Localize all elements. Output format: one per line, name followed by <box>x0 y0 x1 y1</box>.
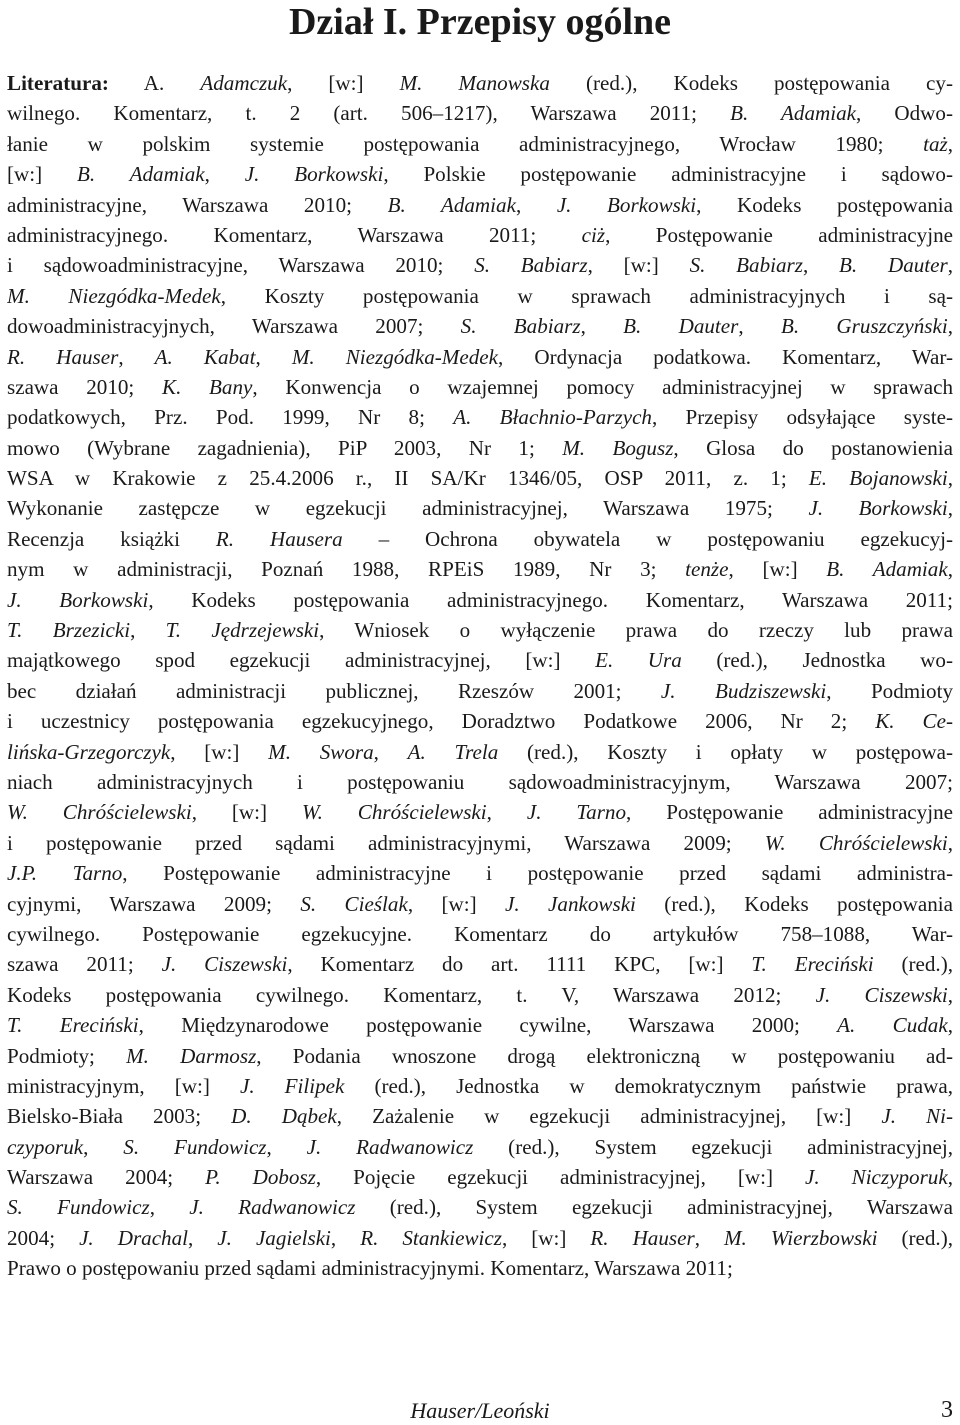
text-segment: , [w:] <box>407 891 506 916</box>
italic-segment: J. Drachal <box>79 1225 189 1250</box>
italic-segment: W. Chróścielewski <box>764 830 948 855</box>
text-segment: (red.), System egzekucji administracyjnej, <box>473 1134 953 1159</box>
text-line <box>7 1041 953 1071</box>
text-line <box>7 1192 953 1222</box>
text-segment: dowoadministracyjnych, Warszawa 2007; <box>7 314 461 339</box>
italic-segment: P. Dobosz <box>205 1165 316 1190</box>
italic-segment: B. Dauter <box>839 253 948 278</box>
literature-label: Literatura: <box>7 71 109 95</box>
text-line <box>7 645 953 675</box>
text-segment: A. <box>108 71 201 95</box>
italic-segment: K. Bany <box>162 374 253 399</box>
italic-segment: R. Hauser <box>7 344 119 369</box>
text-segment: , Postępowanie administracyjne i postępowanie przed sądami administra- <box>122 861 953 886</box>
text-segment: wilnego. Komentarz, t. 2 (art. 506–1217), Warszawa 2011; <box>7 101 731 126</box>
text-segment: , <box>947 830 953 855</box>
italic-segment: ciż <box>581 222 606 247</box>
text-segment: , Konwencja o wzajemnej pomocy administracyjnej w sprawach <box>252 374 953 399</box>
text-segment: i postępowanie przed sądami administracyjnymi, Warszawa 2009; <box>7 830 765 855</box>
text-line <box>7 980 953 1010</box>
text-segment: Kodeks postępowania cywilnego. Komentarz, t. V, Warszawa 2012; <box>7 982 816 1007</box>
text-segment: (red.), Jednostka w demokratycznym państwie prawa, <box>344 1073 953 1098</box>
text-segment: , [w:] <box>170 739 269 764</box>
italic-segment: J. Borkowski <box>808 496 948 521</box>
text-line <box>7 311 953 341</box>
text-segment: niach administracyjnych i postępowaniu sądowoadministracyjnym, Warszawa 2007; <box>7 769 953 794</box>
italic-segment: M. Manowska <box>399 71 550 95</box>
running-footer-author: Hauser/Leoński <box>410 1398 550 1423</box>
text-line <box>7 250 953 280</box>
text-line <box>7 463 953 493</box>
text-line <box>7 1253 953 1283</box>
text-line <box>7 342 953 372</box>
italic-segment: J. Radwanowicz <box>306 1134 474 1159</box>
italic-segment: J. Ciszewski <box>815 982 948 1007</box>
italic-segment: E. Bojanowski <box>808 466 948 491</box>
text-segment: , <box>83 1134 124 1159</box>
text-line <box>7 919 953 949</box>
text-segment: , [w:] <box>287 71 400 95</box>
text-segment: , <box>515 192 557 217</box>
text-line <box>7 676 953 706</box>
text-line <box>7 1101 953 1131</box>
text-line <box>7 554 953 584</box>
italic-segment: T. Jędrzejewski <box>165 618 320 643</box>
text-segment: , <box>486 800 527 825</box>
text-segment: , Pojęcie egzekucji administracyjnej, [w:] <box>315 1165 805 1190</box>
italic-segment: J. Filipek <box>239 1073 345 1098</box>
text-line <box>7 220 953 250</box>
text-segment: Wykonanie zastępcze w egzekucji administracyjnej, Warszawa 1975; <box>7 496 809 521</box>
italic-segment: M. Niezgódka-Medek <box>7 283 221 308</box>
text-segment: administracyjne, Warszawa 2010; <box>7 192 388 217</box>
text-segment: [w:] <box>7 162 77 187</box>
italic-segment: S. Fundowicz <box>123 1134 267 1159</box>
italic-segment: M. Darmosz <box>126 1043 257 1068</box>
italic-segment: M. Bogusz <box>562 435 674 460</box>
text-line <box>7 1162 953 1192</box>
italic-segment: T. Ereciński <box>751 952 874 977</box>
italic-segment: W. Chróścielewski <box>7 800 192 825</box>
text-segment: , <box>947 496 953 521</box>
text-segment: , <box>330 1225 361 1250</box>
text-segment: , <box>947 557 953 582</box>
text-line <box>7 1132 953 1162</box>
text-segment: , Koszty postępowania w sprawach administracyjnych i są- <box>220 283 953 308</box>
text-segment: Bielsko-Biała 2003; <box>7 1104 232 1129</box>
italic-segment: B. Gruszczyński <box>780 314 948 339</box>
text-line <box>7 828 953 858</box>
text-segment: (red.), <box>873 952 953 977</box>
text-segment: , <box>947 1013 953 1038</box>
text-line <box>7 585 953 615</box>
italic-segment: J. Ciszewski <box>161 952 288 977</box>
text-segment: , <box>947 1165 953 1190</box>
text-segment: , Kodeks postępowania <box>696 192 953 217</box>
italic-segment: J. Borkowski <box>7 587 149 612</box>
text-line <box>7 1223 953 1253</box>
text-segment: , Zażalenie w egzekucji administracyjnej, [w:] <box>336 1104 882 1129</box>
italic-segment: R. Stankiewicz <box>360 1225 502 1250</box>
text-segment: (red.), Kodeks postępowania <box>635 891 953 916</box>
italic-segment: S. Cieślak <box>300 891 408 916</box>
text-segment: szawa 2010; <box>7 374 162 399</box>
text-segment: Warszawa 2004; <box>7 1165 206 1190</box>
text-segment: Podmioty; <box>7 1043 127 1068</box>
text-segment: i sądowoadministracyjne, Warszawa 2010; <box>7 253 475 278</box>
text-segment: (red.), System egzekucji administracyjnej, Warszawa <box>355 1195 953 1220</box>
text-line <box>7 524 953 554</box>
text-segment: , <box>738 314 781 339</box>
text-segment: , Glosa do postanowienia <box>673 435 953 460</box>
text-segment: Recenzja książki <box>7 526 216 551</box>
italic-segment: D. Dąbek <box>231 1104 337 1129</box>
italic-segment: S. Babiarz <box>474 253 588 278</box>
italic-segment: A. Trela <box>407 739 499 764</box>
text-segment: , <box>130 618 166 643</box>
text-segment: , <box>255 344 292 369</box>
text-line <box>7 159 953 189</box>
italic-segment: A. Błachnio-Parzych <box>453 405 652 430</box>
text-segment: (red.), Jednostka wo- <box>681 648 953 673</box>
text-segment: , <box>947 314 953 339</box>
italic-segment: M. Wierzbowski <box>723 1225 878 1250</box>
text-segment: majątkowego spod egzekucji administracyjnej, [w:] <box>7 648 596 673</box>
italic-segment: E. Ura <box>595 648 682 673</box>
italic-segment: A. Kabat <box>154 344 256 369</box>
text-line <box>7 858 953 888</box>
text-segment: , Komentarz do art. 1111 KPC, [w:] <box>287 952 752 977</box>
text-line <box>7 1071 953 1101</box>
text-segment: , Postępowanie administracyjne <box>626 800 953 825</box>
text-segment: (red.), Kodeks postępowania cy- <box>549 71 953 95</box>
text-segment: , <box>947 253 953 278</box>
italic-segment: J. Ni- <box>881 1104 953 1129</box>
italic-segment: J. Budziszewski <box>660 678 827 703</box>
text-segment: cyjnymi, Warszawa 2009; <box>7 891 301 916</box>
text-segment: (red.), Koszty i opłaty w postępowa- <box>498 739 953 764</box>
italic-segment: S. Babiarz <box>689 253 803 278</box>
text-segment: , Wniosek o wyłączenie prawa do rzeczy lub prawa <box>319 618 953 643</box>
text-segment: łanie w polskim systemie postępowania administracyjnego, Wrocław 1980; <box>7 131 924 156</box>
italic-segment: J. Jankowski <box>505 891 636 916</box>
text-segment: , <box>149 1195 190 1220</box>
text-segment: , <box>947 131 953 156</box>
text-segment: i uczestnicy postępowania egzekucyjnego, Doradztwo Podatkowe 2006, Nr 2; <box>7 709 876 734</box>
italic-segment: B. Adamiak <box>826 557 948 582</box>
text-segment: , Podania wnoszone drogą elektroniczną w postępowaniu ad- <box>256 1043 953 1068</box>
text-segment: , <box>694 1225 724 1250</box>
text-line <box>7 98 953 128</box>
text-line <box>7 706 953 736</box>
italic-segment: R. Hausera <box>215 526 343 551</box>
text-line <box>7 615 953 645</box>
italic-segment: A. Cudak <box>837 1013 948 1038</box>
text-segment: , <box>947 466 953 491</box>
italic-segment: J. Jagielski <box>217 1225 331 1250</box>
text-line <box>7 767 953 797</box>
text-segment: , Kodeks postępowania administracyjnego. Komentarz, Warszawa 2011; <box>148 587 953 612</box>
text-segment: , Międzynarodowe postępowanie cywilne, Warszawa 2000; <box>138 1013 838 1038</box>
text-line <box>7 949 953 979</box>
italic-segment: J.P. Tarno <box>7 861 123 886</box>
italic-segment: T. Brzezicki <box>7 618 131 643</box>
italic-segment: M. Swora <box>268 739 374 764</box>
text-line <box>7 190 953 220</box>
text-segment: , Przepisy odsyłające syste- <box>651 405 953 430</box>
italic-segment: J. Borkowski <box>556 192 697 217</box>
text-segment: , <box>947 982 953 1007</box>
text-segment: , <box>373 739 408 764</box>
italic-segment: R. Hauser <box>590 1225 695 1250</box>
italic-segment: J. Tarno <box>526 800 627 825</box>
text-segment: mowo (Wybrane zagadnienia), PiP 2003, Nr 1; <box>7 435 563 460</box>
italic-segment: S. Fundowicz <box>7 1195 150 1220</box>
text-segment: (red.), <box>877 1225 953 1250</box>
text-segment: , [w:] <box>191 800 302 825</box>
text-segment: , <box>580 314 624 339</box>
text-segment: , <box>204 162 245 187</box>
text-line <box>7 889 953 919</box>
italic-segment: Adamczuk <box>200 71 288 95</box>
bibliography-paragraph <box>7 68 953 1284</box>
text-segment: , <box>188 1225 218 1250</box>
italic-segment: B. Dauter <box>623 314 739 339</box>
text-segment: , <box>802 253 840 278</box>
text-line <box>7 372 953 402</box>
italic-segment: J. Niczyporuk <box>805 1165 948 1190</box>
text-line <box>7 402 953 432</box>
text-line <box>7 433 953 463</box>
text-segment: szawa 2011; <box>7 952 162 977</box>
italic-segment: M. Niezgódka-Medek <box>291 344 498 369</box>
text-segment: , [w:] <box>728 557 827 582</box>
text-segment: bec działań administracji publicznej, Rzeszów 2001; <box>7 678 661 703</box>
text-line <box>7 68 953 98</box>
italic-segment: J. Borkowski <box>244 162 384 187</box>
italic-segment: lińska-Grzegorczyk <box>7 739 171 764</box>
text-line <box>7 737 953 767</box>
text-segment: administracyjnego. Komentarz, Warszawa 2011; <box>7 222 582 247</box>
italic-segment: taż <box>923 131 948 156</box>
italic-segment: J. Radwanowicz <box>189 1195 356 1220</box>
text-segment: , Polskie postępowanie administracyjne i sądowo- <box>383 162 953 187</box>
text-segment: , Odwo- <box>856 101 953 126</box>
page-title: Dział I. Przepisy ogólne <box>288 1 672 43</box>
text-segment: 2004; <box>7 1225 80 1250</box>
text-line <box>7 797 953 827</box>
italic-segment: T. Ereciński <box>7 1013 139 1038</box>
italic-segment: czyporuk <box>7 1134 84 1159</box>
text-segment: – Ochrona obywatela w postępowaniu egzekucyj- <box>342 526 953 551</box>
italic-segment: B. Adamiak <box>77 162 205 187</box>
italic-segment: K. Ce- <box>875 709 953 734</box>
text-segment: WSA w Krakowie z 25.4.2006 r., II SA/Kr 1346/05, OSP 2011, z. 1; <box>7 466 809 491</box>
text-segment: cywilnego. Postępowanie egzekucyjne. Komentarz do artykułów 758–1088, War- <box>7 921 953 946</box>
text-segment: Prawo o postępowaniu przed sądami administracyjnymi. Komentarz, Warszawa 2011; <box>7 1256 733 1281</box>
text-segment: ministracyjnym, [w:] <box>7 1073 240 1098</box>
italic-segment: tenże <box>685 557 729 582</box>
text-segment: nym w administracji, Poznań 1988, RPEiS 1989, Nr 3; <box>7 557 686 582</box>
italic-segment: B. Adamiak <box>387 192 516 217</box>
text-segment: , [w:] <box>501 1225 591 1250</box>
italic-segment: W. Chróścielewski <box>301 800 487 825</box>
text-segment: podatkowych, Prz. Pod. 1999, Nr 8; <box>7 405 454 430</box>
italic-segment: B. Adamiak <box>730 101 856 126</box>
page-number: 3 <box>941 1397 953 1423</box>
text-line <box>7 281 953 311</box>
text-line <box>7 493 953 523</box>
text-segment: , Podmioty <box>826 678 953 703</box>
text-segment: , Ordynacja podatkowa. Komentarz, War- <box>498 344 953 369</box>
text-segment: , <box>266 1134 307 1159</box>
text-line <box>7 1010 953 1040</box>
text-line <box>7 129 953 159</box>
italic-segment: S. Babiarz <box>460 314 581 339</box>
text-segment: , [w:] <box>587 253 690 278</box>
text-segment: , <box>118 344 155 369</box>
text-segment: , Postępowanie administracyjne <box>605 222 953 247</box>
